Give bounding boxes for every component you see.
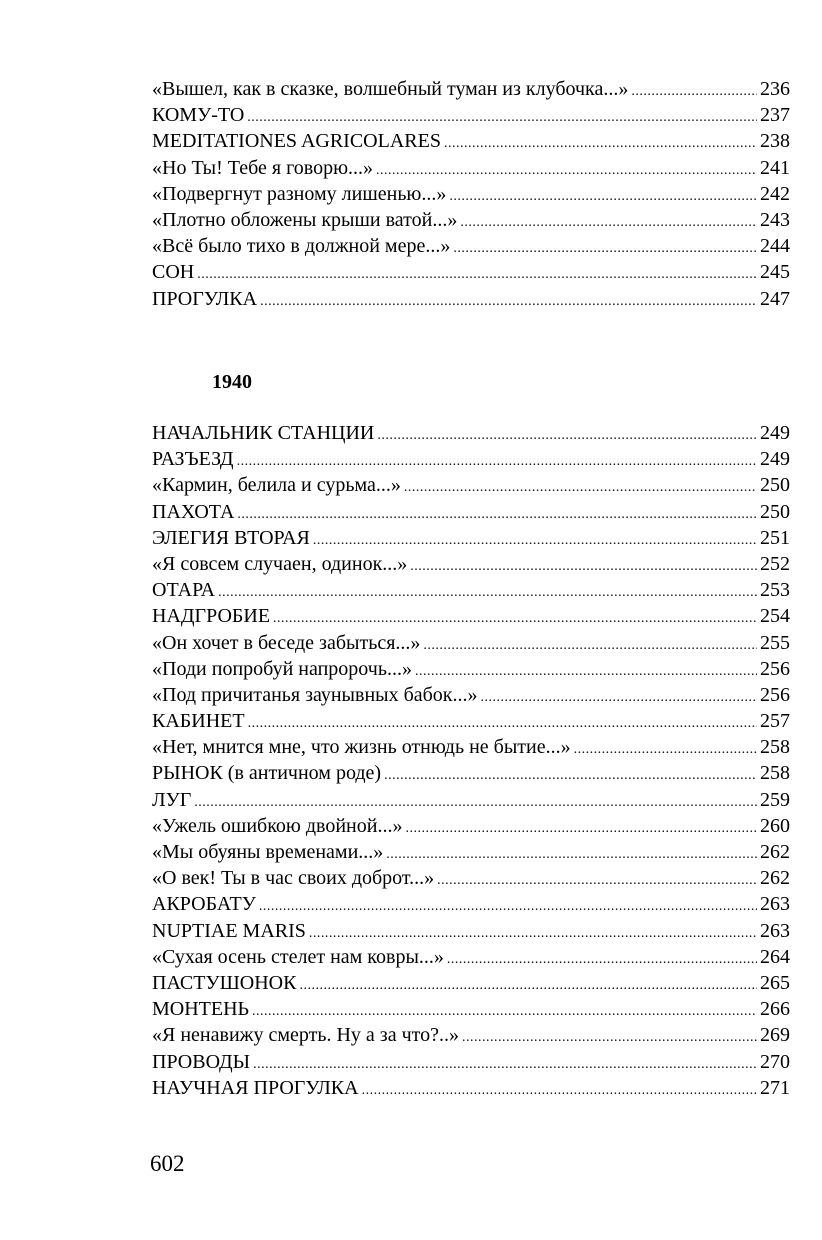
toc-entry <box>152 577 790 603</box>
toc-entry-page: 262 <box>760 841 790 863</box>
toc-entry <box>152 760 790 786</box>
toc-entry-title: ПРОВОДЫ <box>152 1050 251 1073</box>
toc-entry <box>152 472 790 498</box>
toc-entry-title: НАДГРОБИЕ <box>152 605 271 628</box>
toc-entry-title: КАБИНЕТ <box>152 710 245 733</box>
toc-entry-page: 265 <box>760 971 790 994</box>
toc-entry <box>152 446 790 472</box>
toc-entry-title: «Нет, мнится мне, что жизнь отнюдь не бытие...» <box>152 736 571 759</box>
toc-entry-page: 262 <box>760 867 790 890</box>
toc-entry-title: ОТАРА <box>152 579 216 602</box>
toc-entry-title: «Ужель ошибкою двойной...» <box>152 814 403 837</box>
toc-entry-title: МОНТЕНЬ <box>152 998 250 1021</box>
toc-entry-page: 271 <box>760 1076 790 1099</box>
dot-leader <box>423 633 757 659</box>
dot-leader <box>405 816 757 842</box>
toc-entry-title: РЫНОК (в античном роде) <box>152 762 382 785</box>
toc-entry <box>152 525 790 551</box>
toc-entry <box>152 420 790 446</box>
dot-leader <box>299 973 757 999</box>
dot-leader <box>449 184 757 210</box>
dot-leader <box>384 763 757 789</box>
toc-entry <box>152 76 790 102</box>
dot-leader <box>453 236 757 262</box>
dot-leader <box>447 947 757 973</box>
toc-entry-page: 270 <box>760 1050 790 1073</box>
toc-entry-page: 253 <box>760 579 790 602</box>
dot-leader <box>197 262 757 288</box>
toc-entry <box>152 286 790 312</box>
section-heading-1940: 1940 <box>212 371 252 393</box>
dot-leader <box>444 131 757 157</box>
toc-entry-title: «Он хочет в беседе забыться...» <box>152 631 421 654</box>
toc-entry <box>152 970 790 996</box>
dot-leader <box>460 210 757 236</box>
dot-leader <box>437 868 757 894</box>
toc-entry-page: 264 <box>760 945 790 968</box>
toc-entry-title: КОМУ-ТО <box>152 104 245 127</box>
dot-leader <box>631 79 757 105</box>
toc-entry-page: 254 <box>760 605 790 628</box>
toc-entry <box>152 996 790 1022</box>
toc-entry-title: «Сухая осень стелет нам ковры...» <box>152 945 444 968</box>
toc-entry-page: 252 <box>760 552 790 575</box>
dot-leader <box>377 423 757 449</box>
dot-leader <box>574 737 757 763</box>
toc-list-1940 <box>152 420 790 1101</box>
toc-entry-title: «Вышел, как в сказке, волшебный туман из клубочка...» <box>152 78 629 100</box>
toc-entry-title: ЭЛЕГИЯ ВТОРАЯ <box>152 526 310 549</box>
toc-entry <box>152 155 790 181</box>
toc-entry <box>152 656 790 682</box>
toc-entry <box>152 1049 790 1075</box>
toc-entry-page: 242 <box>760 182 790 205</box>
toc-entry-page: 256 <box>760 657 790 680</box>
toc-entry-page: 256 <box>760 683 790 706</box>
toc-entry <box>152 630 790 656</box>
toc-entry-title: MEDITATIONES AGRICOLARES <box>152 130 441 153</box>
toc-entry-page: 243 <box>760 208 790 231</box>
toc-list-top <box>152 76 790 312</box>
toc-entry-title: «Я совсем случаен, одинок...» <box>152 552 408 575</box>
toc-entry-title: «Поди попробуй напророчь...» <box>152 657 412 680</box>
dot-leader <box>260 289 757 315</box>
toc-entry-title: «Я ненавижу смерть. Ну а за что?..» <box>152 1024 459 1047</box>
toc-entry-page: 258 <box>760 762 790 785</box>
toc-entry-title: NUPTIAE MARIS <box>152 919 306 942</box>
toc-entry-page: 247 <box>760 287 790 310</box>
toc-entry <box>152 102 790 128</box>
dot-leader <box>362 1078 757 1104</box>
toc-entry-title: «Но Ты! Тебе я говорю...» <box>152 156 374 179</box>
dot-leader <box>386 842 757 868</box>
toc-entry <box>152 682 790 708</box>
toc-entry <box>152 865 790 891</box>
toc-entry <box>152 603 790 629</box>
toc-entry-page: 260 <box>760 814 790 837</box>
toc-entry-page: 259 <box>760 788 790 811</box>
toc-entry <box>152 734 790 760</box>
toc-entry-title: «Кармин, белила и сурьма...» <box>152 474 401 497</box>
toc-entry-page: 251 <box>760 526 790 549</box>
toc-entry-title: «О век! Ты в час своих доброт...» <box>152 867 435 890</box>
toc-entry-title: «Мы обуяны временами...» <box>152 841 384 863</box>
toc-entry-page: 237 <box>760 104 790 127</box>
toc-entry-page: 241 <box>760 156 790 179</box>
toc-entry-title: НАЧАЛЬНИК СТАНЦИИ <box>152 422 375 444</box>
toc-entry-title: СОН <box>152 261 195 284</box>
toc-entry-page: 250 <box>760 474 790 497</box>
toc-entry-page: 255 <box>760 631 790 654</box>
toc-entry-page: 266 <box>760 998 790 1021</box>
toc-entry <box>152 259 790 285</box>
dot-leader <box>404 475 757 501</box>
toc-entry-title: «Всё было тихо в должной мере...» <box>152 235 451 258</box>
toc-entry <box>152 787 790 813</box>
toc-entry-page: 244 <box>760 235 790 258</box>
toc-entry-page: 263 <box>760 893 790 916</box>
toc-entry-title: «Подвергнут разному лишенью...» <box>152 182 447 205</box>
dot-leader <box>237 502 757 528</box>
toc-entry-page: 245 <box>760 261 790 284</box>
toc-entry-page: 238 <box>760 130 790 153</box>
toc-entry <box>152 128 790 154</box>
toc-entry-title: ПАСТУШОНОК <box>152 971 297 994</box>
dot-leader <box>481 685 757 711</box>
toc-entry-title: ЛУГ <box>152 788 192 811</box>
page-number: 602 <box>150 1151 185 1176</box>
toc-entry-page: 257 <box>760 710 790 733</box>
toc-entry-title: ПРОГУЛКА <box>152 287 258 310</box>
toc-entry <box>152 181 790 207</box>
toc-entry <box>152 1075 790 1101</box>
toc-entry <box>152 813 790 839</box>
toc-entry-page: 249 <box>760 422 790 444</box>
dot-leader <box>410 554 757 580</box>
toc-entry-title: ПАХОТА <box>152 500 235 523</box>
dot-leader <box>259 894 757 920</box>
toc-entry-title: «Под причитанья заунывных бабок...» <box>152 683 478 706</box>
toc-entry-page: 263 <box>760 919 790 942</box>
toc-entry-page: 258 <box>760 736 790 759</box>
toc-entry-title: АКРОБАТУ <box>152 893 256 916</box>
toc-entry <box>152 551 790 577</box>
toc-entry-title: НАУЧНАЯ ПРОГУЛКА <box>152 1076 359 1099</box>
toc-entry <box>152 499 790 525</box>
toc-entry <box>152 1022 790 1048</box>
toc-entry <box>152 233 790 259</box>
toc-entry-page: 250 <box>760 500 790 523</box>
toc-entry <box>152 839 790 865</box>
toc-entry-page: 236 <box>760 78 790 100</box>
toc-entry <box>152 708 790 734</box>
toc-entry-page: 249 <box>760 448 790 471</box>
dot-leader <box>218 580 757 606</box>
toc-entry-page: 269 <box>760 1024 790 1047</box>
toc-entry <box>152 944 790 970</box>
toc-entry-title: РАЗЪЕЗД <box>152 448 234 471</box>
toc-entry <box>152 918 790 944</box>
dot-leader <box>462 1025 757 1051</box>
toc-entry <box>152 207 790 233</box>
toc-entry <box>152 891 790 917</box>
toc-entry-title: «Плотно обложены крыши ватой...» <box>152 208 458 231</box>
